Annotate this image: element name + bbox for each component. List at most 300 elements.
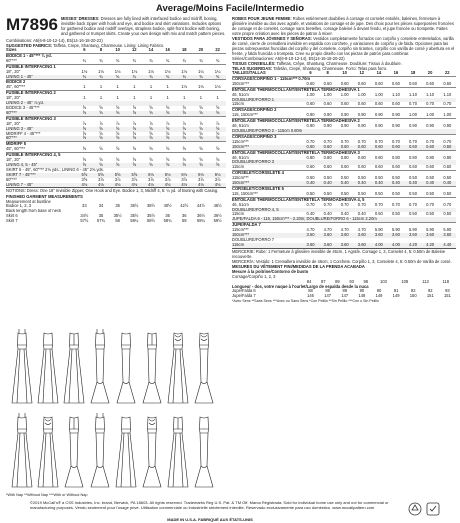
cell-value: ⅝ <box>199 146 203 152</box>
cell-value: 1 <box>149 95 153 101</box>
cell-value: 34½ <box>80 213 89 219</box>
cell-value: ⅝ <box>165 104 170 110</box>
cell-value: 0.80 <box>391 154 400 160</box>
cell-value: 36 <box>181 213 187 219</box>
cell-value: ⅝ <box>215 146 220 152</box>
cell-value: 91 <box>393 287 399 293</box>
cell-value: 0.90 <box>357 123 366 129</box>
cell-value: ⅝ <box>199 104 203 110</box>
cell-value: 3⅞ <box>131 176 138 182</box>
cell-value: 1.00 <box>357 91 366 97</box>
cell-value: 1⅛ <box>181 84 188 90</box>
size-header: 20 <box>198 47 204 52</box>
cell-value: 1 <box>99 95 103 101</box>
row-label: 60"*** <box>6 109 17 115</box>
cell-value: ⅝ <box>99 130 103 136</box>
cell-value: 3.60 <box>426 232 435 238</box>
finished-measurements-sub: Measurement at bustline <box>6 199 51 205</box>
fabrics-label: SUGGESTED FABRICS: <box>6 43 53 48</box>
cell-value: 0.70 <box>426 101 435 107</box>
dress-thumbnail-icon <box>62 411 86 489</box>
cell-value: 0.50 <box>306 190 315 196</box>
cell-value: 0.90 <box>323 123 332 129</box>
cell-value: 118 <box>442 278 450 284</box>
cell-value: 1.10 <box>391 91 400 97</box>
cell-value: ⅝ <box>115 109 120 115</box>
cell-value: 5.90 <box>443 227 452 233</box>
section-title: CORSAGE/CORPIÑO 3 <box>232 134 456 139</box>
section-title: BODICE 2 <box>6 80 226 85</box>
row-label: 150cm*** <box>232 180 250 186</box>
cell-value: ⅝ <box>149 104 153 110</box>
cell-value: ⅞ <box>149 120 153 126</box>
row-label: DOUBLURE/FORRO 3 <box>232 160 275 165</box>
cell-value: 4⅛ <box>114 181 121 187</box>
cell-value: 0.70 <box>340 138 349 144</box>
dress-thumbnail-icon <box>192 411 216 489</box>
cell-value: ⅝ <box>115 130 120 136</box>
cell-value: 5.90 <box>426 227 435 233</box>
cell-value: 1⅛ <box>164 68 171 74</box>
row-label: Jupe/Falda 7 <box>232 292 256 298</box>
cell-value: ⅝ <box>165 135 170 141</box>
cell-value: ⅞ <box>115 120 120 126</box>
design-thumbnails <box>6 325 228 493</box>
cell-value: 0.60 <box>323 80 332 86</box>
cell-value: ¾ <box>82 73 87 79</box>
cell-value: ⅝ <box>115 104 120 110</box>
cell-value: 0.60 <box>374 101 383 107</box>
cell-value: ¾ <box>182 57 186 63</box>
cell-value: 42½ <box>180 203 189 209</box>
cell-value: ⅝ <box>82 135 87 141</box>
cell-value: ⅝ <box>132 146 136 152</box>
cell-value: 108 <box>401 278 409 284</box>
cell-value: 36½ <box>196 213 205 219</box>
cell-value: 3⅞ <box>181 176 188 182</box>
cell-value: 0.70 <box>374 138 383 144</box>
yardage-grid <box>6 48 226 187</box>
cell-value: 6⅛ <box>198 171 204 177</box>
section-title: CORSELET/CORSELETE 5 <box>232 186 456 191</box>
cell-value: 0.40 <box>306 211 315 217</box>
cell-value: 1 <box>83 95 86 101</box>
certification-icon <box>426 502 440 516</box>
cell-value: 0.60 <box>357 101 366 107</box>
dress-thumbnail-icon <box>166 327 190 405</box>
row-label: 115cm*** <box>232 138 249 144</box>
cell-value: 0.40 <box>340 180 349 186</box>
cell-value: 0.50 <box>374 175 383 181</box>
cell-value: 1.00 <box>409 112 417 118</box>
cell-value: ⅝ <box>132 125 136 131</box>
cell-value: ⅝ <box>182 109 186 115</box>
cell-value: 58¼ <box>130 218 139 224</box>
size-header: 8 <box>99 47 103 52</box>
cell-value: 0.60 <box>409 80 417 86</box>
row-label: 115cm*** <box>232 175 249 181</box>
sizes-label: TAILLES/TALLAS <box>232 70 266 75</box>
row-label: Jupe/Falda 6 <box>232 287 256 293</box>
size-header: 6 <box>309 70 312 75</box>
cell-value: ⅝ <box>215 130 220 136</box>
cell-value: ⅝ <box>115 161 120 167</box>
sizes-label: Sizes <box>6 47 17 52</box>
metric-yardage-table <box>232 71 456 248</box>
cell-value: 92 <box>410 287 416 293</box>
skirt-length-grid <box>232 289 456 299</box>
size-header: 18 <box>181 47 187 52</box>
cell-value: ¾ <box>132 57 136 63</box>
cell-value: 0.60 <box>340 164 349 170</box>
cell-value: 3.60 <box>306 232 315 238</box>
right-skirt-table <box>232 289 456 299</box>
cell-value: 0.80 <box>357 154 366 160</box>
intro-description <box>61 16 226 36</box>
cell-value: 3⅞ <box>164 176 171 182</box>
row-label: 115cm <box>232 164 244 170</box>
cell-value: 90 <box>359 287 365 293</box>
cell-value: 146 <box>307 292 314 298</box>
french-intro <box>232 16 456 36</box>
cell-value: ⅝ <box>165 161 170 167</box>
cell-value: 149 <box>375 292 383 298</box>
cell-value: 34 <box>98 203 104 209</box>
cell-value: ⅝ <box>132 135 136 141</box>
notions: NOTIONS: Dress: One 18" Invisible Zipper, One Hook and Eye. Bodice 1, 3, Midriff 4, 5: ¼ yd. of Boning with Casing. <box>6 188 219 194</box>
cell-value: 0.60 <box>323 101 332 107</box>
cell-value: 33 <box>82 203 87 209</box>
cell-value: 0.40 <box>357 180 366 186</box>
dress-thumbnail-icon <box>36 411 60 489</box>
cell-value: 3.60 <box>323 241 332 247</box>
cell-value: 1¼ <box>214 68 221 74</box>
cell-value: 1⅛ <box>114 68 121 74</box>
cell-value: 5⅝ <box>114 171 121 177</box>
cell-value: ⅝ <box>199 125 203 131</box>
cell-value: 0.50 <box>409 190 417 196</box>
cell-value: 0.60 <box>426 164 435 170</box>
cell-value: ⅝ <box>215 135 220 141</box>
right-footnote: *Avec Sens **Sans Sens ***Avec ou Sans Sens *Con Pelillo **Sin Pelillo ***Con o Sin Pelillo <box>232 298 379 303</box>
cell-value: 3.60 <box>357 241 366 247</box>
cell-value: 1 <box>133 84 136 90</box>
cell-value: ⅝ <box>199 161 203 167</box>
cell-value: 0.50 <box>357 175 366 181</box>
section-title: ENTOILAGE THERMOCOLLANT/ENTRETELA TERMOADHESIVA 4, 5 <box>232 197 456 202</box>
cell-value: 4.70 <box>306 227 315 233</box>
row-label: LINING 4, 5 - 45" <box>6 161 38 167</box>
cell-value: 0.60 <box>374 164 383 170</box>
cell-value: 0.50 <box>409 211 417 217</box>
size-header: 22 <box>445 70 450 75</box>
cell-value: 4.40 <box>443 241 452 247</box>
cell-value: 0.60 <box>306 80 315 86</box>
french-fabrics-label: TISSUS CONSEILLÉS: <box>232 61 276 66</box>
cell-value: 98 <box>363 278 369 284</box>
cell-value: 1 <box>166 95 169 101</box>
cell-value: ⅝ <box>199 130 203 136</box>
cell-value: 1.10 <box>443 91 452 97</box>
row-label: SKIRT 6 - 45", 60"*** 2⅝ yds.; LINING 6 - 45" 2⅝ yds. <box>6 167 104 172</box>
cell-value: 90 <box>376 287 382 293</box>
cell-value: 1.00 <box>306 91 315 97</box>
cell-value: 57½ <box>80 218 89 224</box>
cell-value: 0.40 <box>443 180 452 186</box>
nap-footnote: *With Nap **Without Nap ***With or Without Nap <box>6 493 88 497</box>
dress-thumbnail-icon <box>10 327 34 405</box>
cell-value: ⅝ <box>215 157 220 163</box>
cell-value: 4.20 <box>426 241 435 247</box>
cell-value: ¾ <box>215 73 220 79</box>
english-column <box>6 16 226 224</box>
cell-value: 0.80 <box>323 154 332 160</box>
cell-value: ⅝ <box>82 130 87 136</box>
cell-value: 1 <box>116 84 119 90</box>
cell-value: ⅝ <box>215 104 220 110</box>
merceria: MERCERÍA: Vestido: 1 Cremallera invisible de 46cm, 1 Corchete. Corpiño 1, 3, Corselete 4, 5: 0.50m de Varilla de corsé. <box>232 258 452 264</box>
row-label: 115cm <box>232 211 244 217</box>
section-title: CORSELET/CORSELETE 4 <box>232 171 456 176</box>
footer <box>0 499 460 523</box>
cell-value: ⅝ <box>149 157 153 163</box>
cell-value: 88 <box>308 287 313 293</box>
size-header: 16 <box>165 47 170 52</box>
cell-value: 93 <box>445 287 450 293</box>
cell-value: ⅝ <box>99 125 103 131</box>
cell-value: 1⅛ <box>214 84 221 90</box>
cell-value: ¾ <box>199 73 203 79</box>
cell-value: 58 <box>115 218 120 224</box>
cell-value: 0.60 <box>340 101 349 107</box>
section-title: FUSIBLE INTERFACING 2 <box>6 91 226 96</box>
cell-value: 0.50 <box>391 190 400 196</box>
finished-measurements-table <box>6 204 226 224</box>
cell-value: 150 <box>409 292 417 298</box>
dress-thumbnail-icon <box>114 411 138 489</box>
size-header: 10 <box>115 47 120 52</box>
section-title: MIDRIFF 5 <box>6 142 226 147</box>
row-label: Bodice 1, 2, 3 <box>6 203 32 209</box>
section-title: ENTOILAGE THERMOCOLLANT/ENTRETELA TERMOADHESIVA 1 <box>232 87 456 92</box>
cell-value: 0.60 <box>426 143 435 149</box>
cell-value: ⅝ <box>182 161 186 167</box>
cell-value: 0.90 <box>374 123 383 129</box>
row-label: 46, 51cm <box>232 123 249 129</box>
intro-body: Dresses are fully lined with interfaced bodice and midriff, boning, invisible back zipper with hook and eye, and bodice and skirt variations. Includes options for gathered bodice and midriff overlays, strapless bodice, split-front bodice with boning, and gathered or trumpet skirts. Create your own design with mix and match pattern pieces. <box>60 16 226 36</box>
cell-value: 0.90 <box>323 112 332 118</box>
row-label: DOUBLURE/FORRO 1 <box>232 97 275 102</box>
cell-value: 0.60 <box>391 143 400 149</box>
cell-value: ¾ <box>149 57 153 63</box>
cell-value: 0.40 <box>340 211 349 217</box>
cell-value: 4⅛ <box>131 181 138 187</box>
cell-value: 89 <box>335 278 340 284</box>
cell-value: ¾ <box>182 73 186 79</box>
row-label: 115cm <box>232 241 244 247</box>
cell-value: 36½ <box>130 203 139 209</box>
spanish-intro-title: VESTIDOS PARA JÓVENES Y SEÑORAS: <box>232 36 312 41</box>
cell-value: ⅝ <box>182 125 186 131</box>
cell-value: 59¼ <box>196 218 205 224</box>
cell-value: ¾ <box>132 73 136 79</box>
cell-value: 35½ <box>146 213 155 219</box>
intro-title: MISSES' DRESSES: <box>60 16 100 21</box>
cell-value: 0.70 <box>443 138 452 144</box>
table-row <box>6 219 226 224</box>
row-label: SKIRT 7 - 45"*** <box>6 171 36 177</box>
cell-value: 1 <box>83 84 86 90</box>
cell-value: 0.50 <box>443 211 452 217</box>
cell-value: 4⅛ <box>214 181 221 187</box>
cell-value: 40½ <box>163 203 172 209</box>
row-label: 150cm*** <box>232 143 250 149</box>
cell-value: ⅞ <box>215 120 220 126</box>
row-label: 45", 60"*** <box>6 146 26 152</box>
cell-value: 35½ <box>130 213 139 219</box>
right-longueur: Longueur - dos, votre nuque à l'ourlet/Largo de espalda desde la nuca <box>232 283 369 289</box>
finished-measurements-title: FINISHED GARMENT MEASUREMENTS <box>6 194 83 200</box>
cell-value: ⅝ <box>165 109 170 115</box>
row-label: 46, 51cm <box>232 154 249 160</box>
cell-value: ¾ <box>115 57 120 63</box>
cell-value: 0.50 <box>426 211 435 217</box>
dress-thumbnail-icon <box>140 327 164 405</box>
cell-value: 3⅝ <box>81 176 88 182</box>
cell-value: ⅝ <box>149 130 153 136</box>
row-label: LINING 7 - 45" <box>6 181 33 187</box>
cell-value: 0.70 <box>391 201 400 207</box>
cell-value: ⅝ <box>99 161 103 167</box>
cell-value: ⅝ <box>199 135 203 141</box>
cell-value: ⅝ <box>149 125 153 131</box>
cell-value: 5⅝ <box>81 171 88 177</box>
french-intro-body: Robes entièrement doublées à corsage et corselet entoilés, baleines, fermeture à glissière invisible au dos avec agrafe, et variations de corsage et de jupe. Des choix pour les pièces superposées froncées de corsage et de corselet, corsage sans bretelles, corsage baleiné à devant fendu, et jupe froncée ou trompette. Faites votre propre création avec les pièces de patron à mixer. <box>232 16 454 36</box>
size-header: 6 <box>83 47 86 52</box>
cell-value: 36 <box>165 213 170 219</box>
cell-value: 3.60 <box>409 232 417 238</box>
row-label: Skirt 6 <box>6 213 18 219</box>
cell-value: 35½ <box>113 213 122 219</box>
cell-value: 1 <box>133 95 136 101</box>
cell-value: ⅞ <box>182 120 186 126</box>
cell-value: ¾ <box>115 73 120 79</box>
made-in: MADE IN U.S.A. FABRIQUÉ AUX ÉTATS-UNIS <box>167 517 253 522</box>
cell-value: ⅝ <box>199 157 203 163</box>
cell-value: ⅝ <box>149 146 153 152</box>
cell-value: 0.40 <box>323 180 332 186</box>
cell-value: 0.60 <box>409 164 417 170</box>
row-label: 18", 20" <box>6 157 21 163</box>
cell-value: 0.70 <box>443 101 452 107</box>
cell-value: 0.70 <box>409 138 417 144</box>
cell-value: ⅝ <box>165 146 170 152</box>
cell-value: ⅝ <box>149 109 153 115</box>
cell-value: 4⅛ <box>164 181 171 187</box>
row-label: MIDRIFF 4 - 45"*** <box>6 130 41 136</box>
cell-value: 3.60 <box>443 232 452 238</box>
cell-value: 0.90 <box>340 123 349 129</box>
cell-value: 0.50 <box>323 175 332 181</box>
cell-value: 38½ <box>146 203 155 209</box>
row-label: 45", 60"*** <box>6 84 26 90</box>
section-title: BODICE 1 - 45"*** ¾ yd. <box>6 53 226 58</box>
cell-value: 151 <box>444 292 451 298</box>
cell-value: 4⅛ <box>81 181 88 187</box>
right-finished-sub2: Corsage/Corpiño 1, 2, 3 <box>232 273 276 279</box>
cell-value: 0.70 <box>323 138 332 144</box>
fabrics-text: Taffeta, Crepe, Shantung, Charmeuse. Lining: Lining Fabrics. <box>53 43 165 48</box>
cell-value: 3.60 <box>340 241 349 247</box>
difficulty-header: Average/Moins Facile/Intermedio <box>156 3 304 14</box>
cell-value: 92 <box>428 287 433 293</box>
cell-value: 0.70 <box>323 201 332 207</box>
row-label: 60"*** <box>6 135 17 141</box>
cell-value: 0.40 <box>426 180 435 186</box>
cell-value: 0.80 <box>306 154 315 160</box>
combinations-line: Combinations: A5(6-8-10-12-14), E5(14-16-18-20-22) <box>6 38 103 43</box>
size-header: 22 <box>215 47 220 52</box>
yardage-table <box>6 48 226 187</box>
row-label: Skirt 7 <box>6 218 18 224</box>
cell-value: 0.70 <box>409 201 417 207</box>
cell-value: 147 <box>324 292 332 298</box>
cell-value: 3.60 <box>374 232 383 238</box>
cell-value: 0.90 <box>409 123 417 129</box>
cell-value: 0.90 <box>426 123 435 129</box>
cell-value: ⅝ <box>115 125 120 131</box>
size-header: 12 <box>132 47 137 52</box>
cell-value: ⅝ <box>165 125 170 131</box>
cell-value: 1.00 <box>340 91 349 97</box>
cell-value: ⅞ <box>82 120 87 126</box>
cell-value: 1.00 <box>323 91 332 97</box>
section-title: CORSAGE/CORPIÑO 2 <box>232 108 456 113</box>
cell-value: ⅝ <box>99 104 103 110</box>
cell-value: 0.50 <box>340 190 349 196</box>
row-label: DOUBLURE/FORRO 7 <box>232 238 275 242</box>
yardage-grid <box>232 71 456 248</box>
copyright: ©2019 McCall's® a CSS Industries, Inc. brand, Berwick, PA 18603. All rights reserved. Trademarks Reg U.S. Pat. & TM Off. Marca Registrada. Sold for individual home use only and not for commercial or manufacturing purposes. Vendu seulement pour l'usage privé. Utilisation commerciale ou industrielle strictement interdite. Reservado exclusivamente para uso doméstico. www.mccallpattern.com <box>30 500 389 510</box>
cell-value: 0.90 <box>374 112 383 118</box>
cell-value: 0.60 <box>340 80 349 86</box>
cell-value: 6⅛ <box>214 171 221 177</box>
cell-value: 0.70 <box>357 201 366 207</box>
cell-value: 1⅛ <box>198 84 204 90</box>
cell-value: 0.40 <box>357 211 366 217</box>
right-finished-sub1: Mesure à la poitrine/Contorno de busto <box>232 268 309 274</box>
cell-value: 0.70 <box>426 138 435 144</box>
cell-value: 44½ <box>196 203 205 209</box>
row-label: 115cm*** <box>232 227 249 233</box>
cell-value: 58¾ <box>163 218 172 224</box>
cell-value: 88 <box>325 287 330 293</box>
cell-value: ¾ <box>215 57 220 63</box>
cell-value: 4.70 <box>323 227 332 233</box>
size-header: 10 <box>342 70 347 75</box>
dress-thumbnail-icon <box>88 411 112 489</box>
section-title: JUPE/FALDA 7 <box>232 223 456 228</box>
cell-value: 1 <box>116 95 119 101</box>
cell-value: 3.60 <box>323 232 332 238</box>
cell-value: 0.80 <box>409 154 417 160</box>
cell-value: 1.10 <box>409 91 417 97</box>
cell-value: 5.90 <box>409 227 417 233</box>
cell-value: 4.70 <box>357 227 366 233</box>
dress-thumbnail-icon <box>10 411 34 489</box>
right-combinations: Séries/Combinaciones: A5(6-8-10-12-14), E5(14-16-18-20-22) <box>232 56 345 61</box>
cell-value: ¾ <box>165 57 170 63</box>
